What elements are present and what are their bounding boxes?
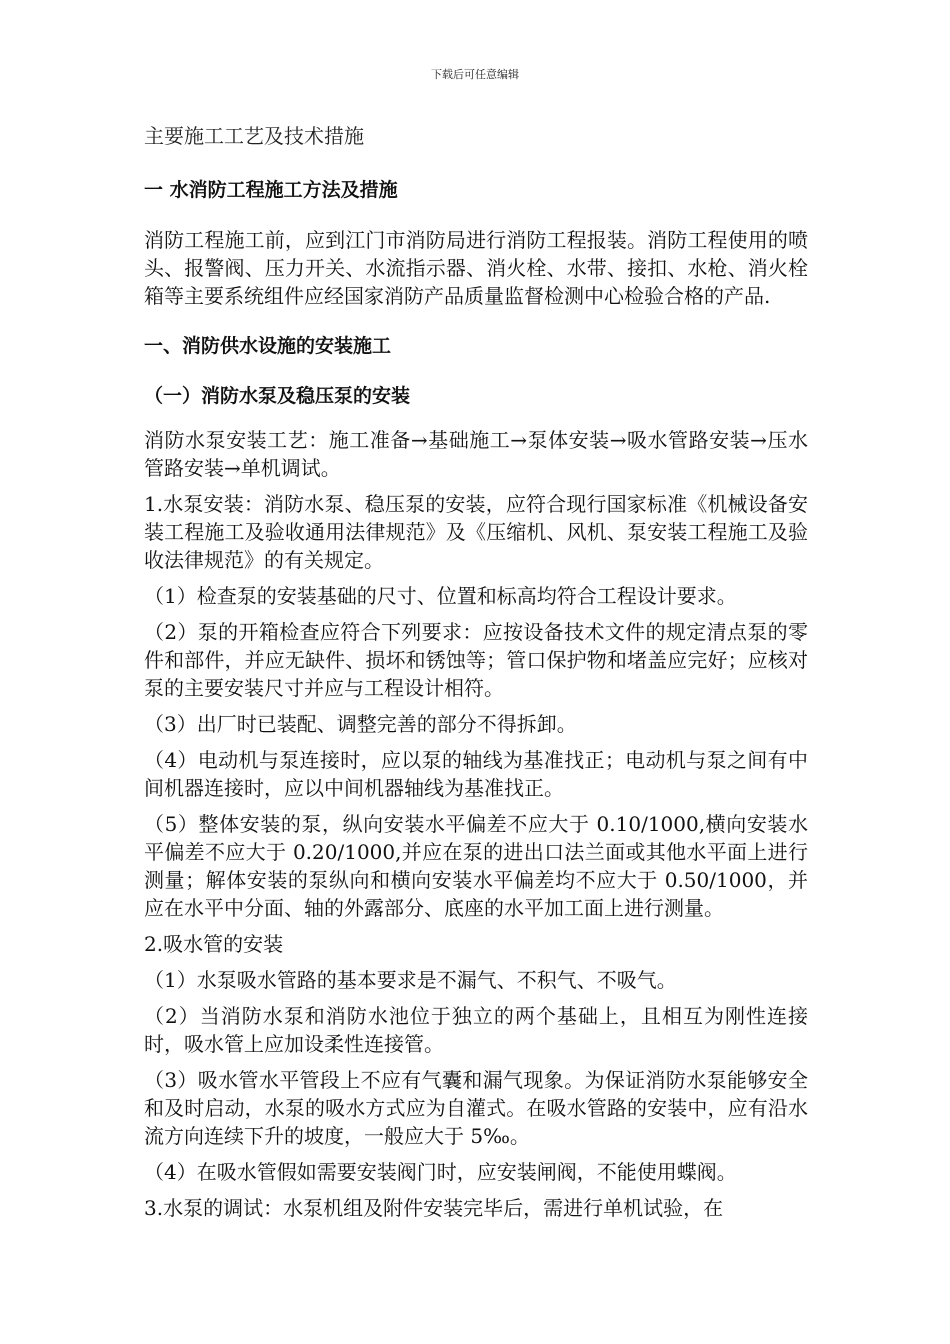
- paragraph-suction-4: （4）在吸水管假如需要安装阀门时，应安装闸阀，不能使用蝶阀。: [144, 1160, 737, 1184]
- paragraph-item-4: （4）电动机与泵连接时，应以泵的轴线为基准找正；电动机与泵之间有中间机器连接时，应以中间机器轴线为基准找正。: [144, 748, 808, 800]
- heading-level-2: （一）消防水泵及稳压泵的安装: [144, 385, 411, 407]
- document-body: [144, 122, 808, 1230]
- paragraph-suction-1: （1）水泵吸水管路的基本要求是不漏气、不积气、不吸气。: [144, 968, 677, 992]
- intro-paragraph: 消防工程施工前，应到江门市消防局进行消防工程报装。消防工程使用的喷头、报警阀、压力开关、水流指示器、消火栓、水带、接扣、水枪、消火栓箱等主要系统组件应经国家消防产品质量监督检测中心检验合格的产品.: [144, 228, 808, 308]
- section-heading: 一 水消防工程施工方法及措施: [144, 179, 398, 201]
- paragraph-item-2: （2）泵的开箱检查应符合下列要求：应按设备技术文件的规定清点泵的零件和部件，并应无缺件、损坏和锈蚀等；管口保护物和堵盖应完好；应核对泵的主要安装尺寸并应与工程设计相符。: [144, 620, 808, 700]
- paragraph-pump-install: 1.水泵安装：消防水泵、稳压泵的安装，应符合现行国家标准《机械设备安装工程施工及验收通用法律规范》及《压缩机、风机、泵安装工程施工及验收法律规范》的有关规定。: [144, 492, 808, 572]
- paragraph-debug: 3.水泵的调试：水泵机组及附件安装完毕后，需进行单机试验，在: [144, 1196, 724, 1220]
- paragraph-suction-2: （2）当消防水泵和消防水池位于独立的两个基础上，且相互为刚性连接时，吸水管上应加设柔性连接管。: [144, 1004, 808, 1056]
- paragraph-item-3: （3）出厂时已装配、调整完善的部分不得拆卸。: [144, 712, 577, 736]
- document-title: 主要施工工艺及技术措施: [144, 124, 364, 148]
- paragraph-item-1: （1）检查泵的安装基础的尺寸、位置和标高均符合工程设计要求。: [144, 584, 737, 608]
- paragraph-suction-3: （3）吸水管水平管段上不应有气囊和漏气现象。为保证消防水泵能够安全和及时启动，水泵的吸水方式应为自灌式。在吸水管路的安装中，应有沿水流方向连续下升的坡度，一般应大于 5‰。: [144, 1068, 808, 1148]
- paragraph-suction-heading: 2.吸水管的安装: [144, 932, 284, 956]
- header-note: 下载后可任意编辑: [431, 68, 519, 81]
- heading-level-1: 一、消防供水设施的安装施工: [144, 335, 392, 357]
- paragraph-process: 消防水泵安装工艺：施工准备→基础施工→泵体安装→吸水管路安装→压水管路安装→单机调试。: [144, 428, 808, 480]
- paragraph-item-5: （5）整体安装的泵，纵向安装水平偏差不应大于 0.10/1000,横向安装水平偏差不应大于 0.20/1000,并应在泵的进出口法兰面或其他水平面上进行测量；解体安装的泵纵向和横向安装水平偏差均不应大于 0.50/1000，并应在水平中分面、轴的外露部分、底座的水平加工面上进行测量。: [144, 812, 808, 920]
